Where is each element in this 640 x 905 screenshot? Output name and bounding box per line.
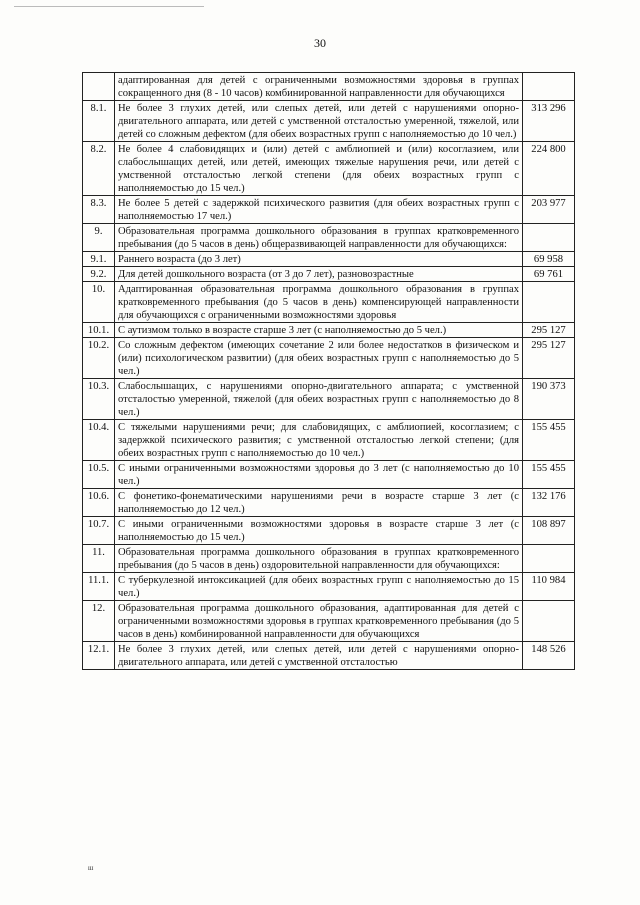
row-description-cell: С иными ограниченными возможностями здоровья до 3 лет (с наполняемостью до 10 чел.) xyxy=(115,461,523,489)
row-number-cell: 9.1. xyxy=(83,252,115,267)
row-description-cell: Не более 3 глухих детей, или слепых детей, или детей с нарушениями опорно-двигательного аппарата, или детей с умственной отсталостью xyxy=(115,642,523,670)
table-row xyxy=(83,642,575,670)
row-number-cell: 10.6. xyxy=(83,489,115,517)
row-number-cell: 8.2. xyxy=(83,142,115,196)
row-number-cell: 10.4. xyxy=(83,420,115,461)
row-value-cell xyxy=(523,224,575,252)
row-description-cell: С аутизмом только в возрасте старше 3 лет (с наполняемостью до 5 чел.) xyxy=(115,323,523,338)
row-number-cell: 10.7. xyxy=(83,517,115,545)
row-value-cell: 313 296 xyxy=(523,101,575,142)
row-description-cell: Не более 3 глухих детей, или слепых детей, или детей с нарушениями опорно-двигательного аппарата, или детей с умственной отсталостью умеренной, тяжелой, или детей со сложным дефектом (для обеих возрастных групп с наполняемостью до 10 чел.) xyxy=(115,101,523,142)
row-value-cell: 295 127 xyxy=(523,338,575,379)
row-value-cell: 155 455 xyxy=(523,461,575,489)
row-description-cell: Для детей дошкольного возраста (от 3 до 7 лет), разновозрастные xyxy=(115,267,523,282)
row-value-cell: 69 958 xyxy=(523,252,575,267)
page-number: 30 xyxy=(314,36,326,50)
row-number-cell: 10.5. xyxy=(83,461,115,489)
row-number-cell: 9. xyxy=(83,224,115,252)
row-description-cell: Образовательная программа дошкольного образования, адаптированная для детей с ограниченными возможностями здоровья в группах кратковременного пребывания (до 5 часов в день) комбинированной направленности для обучающихся xyxy=(115,601,523,642)
table-row xyxy=(83,101,575,142)
row-value-cell: 108 897 xyxy=(523,517,575,545)
row-value-cell xyxy=(523,601,575,642)
row-description-cell: Образовательная программа дошкольного образования в группах кратковременного пребывания (до 5 часов в день) оздоровительной направленности для обучающихся: xyxy=(115,545,523,573)
row-value-cell xyxy=(523,282,575,323)
table-row xyxy=(83,461,575,489)
scan-edge-line xyxy=(14,6,204,7)
row-description-cell: Не более 4 слабовидящих и (или) детей с амблиопией и (или) косоглазием, или слабослышащих детей, или детей, имеющих тяжелые нарушения речи, или детей с умственной отсталостью легкой степени (для обеих возрастных групп с наполняемостью до 15 чел.) xyxy=(115,142,523,196)
row-number-cell: 10.2. xyxy=(83,338,115,379)
row-number-cell: 12. xyxy=(83,601,115,642)
row-number-cell: 8.3. xyxy=(83,196,115,224)
row-description-cell: Адаптированная образовательная программа дошкольного образования в группах кратковременного пребывания (до 5 часов в день) компенсирующей направленности для обучающихся с ограниченными возможностями здоровья xyxy=(115,282,523,323)
row-value-cell: 203 977 xyxy=(523,196,575,224)
table-row xyxy=(83,252,575,267)
row-number-cell: 10.3. xyxy=(83,379,115,420)
table-row xyxy=(83,601,575,642)
row-number-cell: 11. xyxy=(83,545,115,573)
table-row xyxy=(83,73,575,101)
row-value-cell: 110 984 xyxy=(523,573,575,601)
row-value-cell: 295 127 xyxy=(523,323,575,338)
table-body xyxy=(83,73,575,670)
row-description-cell: С фонетико-фонематическими нарушениями речи в возрасте старше 3 лет (с наполняемостью до 12 чел.) xyxy=(115,489,523,517)
row-number-cell: 12.1. xyxy=(83,642,115,670)
row-value-cell: 190 373 xyxy=(523,379,575,420)
table-row xyxy=(83,323,575,338)
row-description-cell: Образовательная программа дошкольного образования в группах кратковременного пребывания (до 5 часов в день) общеразвивающей направленности для обучающихся: xyxy=(115,224,523,252)
row-description-cell: С иными ограниченными возможностями здоровья в возрасте старше 3 лет (с наполняемостью до 15 чел.) xyxy=(115,517,523,545)
row-number-cell: 10.1. xyxy=(83,323,115,338)
tariff-table xyxy=(82,72,575,670)
row-number-cell: 11.1. xyxy=(83,573,115,601)
row-value-cell: 148 526 xyxy=(523,642,575,670)
table-row xyxy=(83,282,575,323)
row-value-cell: 155 455 xyxy=(523,420,575,461)
row-value-cell: 224 800 xyxy=(523,142,575,196)
row-value-cell xyxy=(523,73,575,101)
footer-mark: ш xyxy=(88,864,94,872)
row-value-cell: 69 761 xyxy=(523,267,575,282)
row-description-cell: С туберкулезной интоксикацией (для обеих возрастных групп с наполняемостью до 15 чел.) xyxy=(115,573,523,601)
table-row xyxy=(83,517,575,545)
row-value-cell: 132 176 xyxy=(523,489,575,517)
row-number-cell: 9.2. xyxy=(83,267,115,282)
row-number-cell: 10. xyxy=(83,282,115,323)
row-description-cell: Раннего возраста (до 3 лет) xyxy=(115,252,523,267)
table-row xyxy=(83,489,575,517)
table-row xyxy=(83,267,575,282)
row-description-cell: адаптированная для детей с ограниченными возможностями здоровья в группах сокращенного дня (8 - 10 часов) комбинированной направленности для обучающихся xyxy=(115,73,523,101)
table-row xyxy=(83,338,575,379)
row-number-cell xyxy=(83,73,115,101)
table-row xyxy=(83,196,575,224)
row-description-cell: Слабослышащих, с нарушениями опорно-двигательного аппарата; с умственной отсталостью умеренной, тяжелой (для обеих возрастных групп с наполняемостью до 8 чел.) xyxy=(115,379,523,420)
row-value-cell xyxy=(523,545,575,573)
table-row xyxy=(83,420,575,461)
row-number-cell: 8.1. xyxy=(83,101,115,142)
table-row xyxy=(83,545,575,573)
table-row xyxy=(83,573,575,601)
row-description-cell: Со сложным дефектом (имеющих сочетание 2 или более недостатков в физическом и (или) психологическом развитии) (для обеих возрастных групп с наполняемостью до 5 чел.) xyxy=(115,338,523,379)
row-description-cell: Не более 5 детей с задержкой психического развития (для обеих возрастных групп с наполняемостью 17 чел.) xyxy=(115,196,523,224)
row-description-cell: С тяжелыми нарушениями речи; для слабовидящих, с амблиопией, косоглазием; с задержкой психического развития; с умственной отсталостью легкой степени; (для обеих возрастных групп с наполняемостью до 10 чел.) xyxy=(115,420,523,461)
table-row xyxy=(83,224,575,252)
table-row xyxy=(83,379,575,420)
table-row xyxy=(83,142,575,196)
